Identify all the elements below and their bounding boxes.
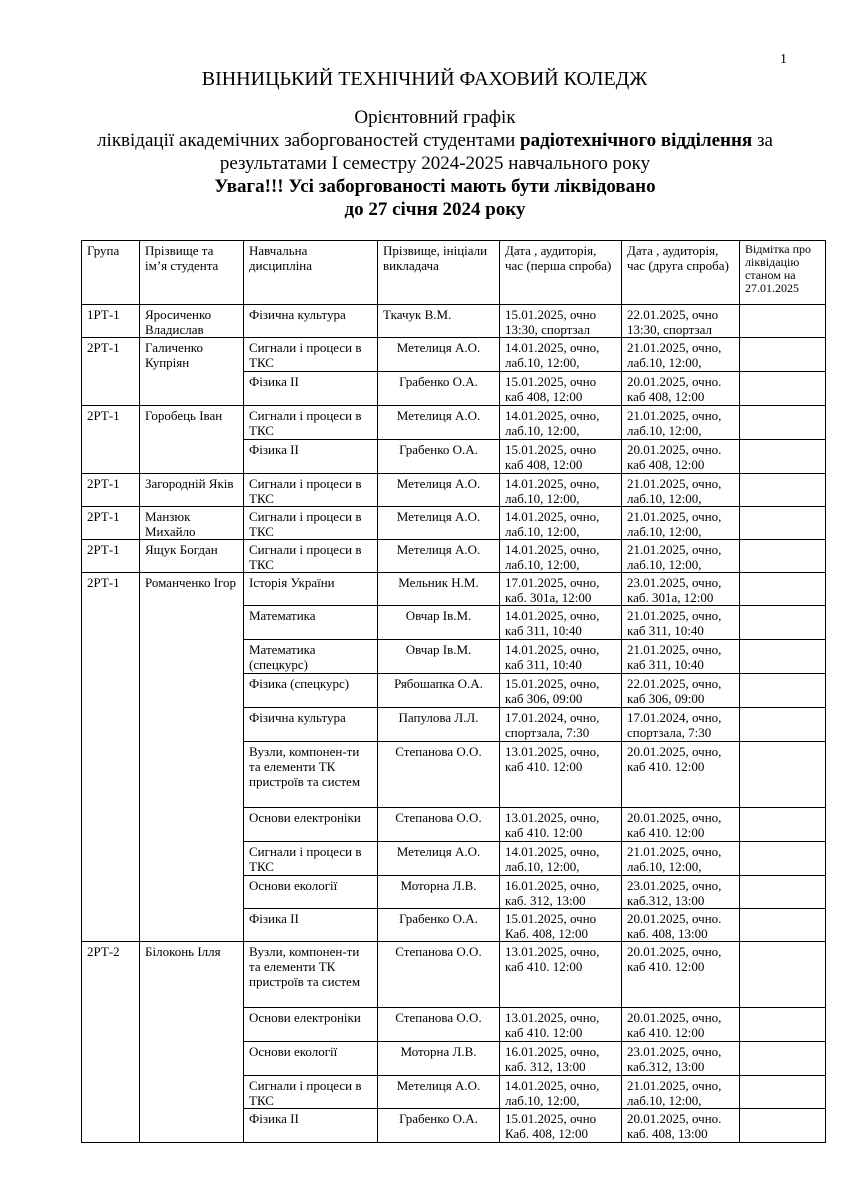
attempt2-cell: 23.01.2025, очно, каб. 301а, 12:00 bbox=[622, 573, 740, 606]
subject-cell: Вузли, компонен-ти та елементи ТК пристроїв та систем bbox=[244, 742, 378, 808]
attempt2-cell: 22.01.2025, очно, каб 306, 09:00 bbox=[622, 674, 740, 708]
subject-cell: Сигнали і процеси в ТКС bbox=[244, 338, 378, 372]
attempt1-cell: 17.01.2024, очно, спортзала, 7:30 bbox=[500, 708, 622, 742]
attempt2-cell: 23.01.2025, очно, каб.312, 13:00 bbox=[622, 1042, 740, 1076]
attempt2-cell: 21.01.2025, очно, лаб.10, 12:00, bbox=[622, 474, 740, 507]
attempt1-cell: 15.01.2025, очно 13:30, спортзал bbox=[500, 305, 622, 338]
department-name: радіотехнічного відділення bbox=[520, 130, 753, 151]
group-cell: 2РТ-1 bbox=[82, 338, 140, 406]
attempt2-cell: 20.01.2025, очно, каб 410. 12:00 bbox=[622, 1008, 740, 1042]
attempt1-cell: 13.01.2025, очно, каб 410. 12:00 bbox=[500, 808, 622, 842]
attempt2-cell: 21.01.2025, очно, лаб.10, 12:00, bbox=[622, 406, 740, 440]
student-name: Горобець Іван bbox=[140, 406, 244, 474]
group-cell: 2РТ-2 bbox=[82, 942, 140, 1143]
mark-cell bbox=[740, 742, 826, 808]
header-attempt2: Дата , аудиторія, час (друга спроба) bbox=[622, 241, 740, 305]
subject-cell: Вузли, компонен-ти та елементи ТК пристроїв та систем bbox=[244, 942, 378, 1008]
subject-cell: Фізика (спецкурс) bbox=[244, 674, 378, 708]
attempt2-cell: 20.01.2025, очно, каб 410. 12:00 bbox=[622, 942, 740, 1008]
student-name: Романченко Ігор bbox=[140, 573, 244, 942]
subject-cell: Основи екології bbox=[244, 1042, 378, 1076]
deadline-line: до 27 січня 2024 року bbox=[344, 199, 526, 220]
semester-line: результатами І семестру 2024-2025 навчального року bbox=[219, 153, 651, 174]
attempt1-cell: 14.01.2025, очно, лаб.10, 12:00, bbox=[500, 474, 622, 507]
group-cell: 2РТ-1 bbox=[82, 507, 140, 540]
attempt2-cell: 20.01.2025, очно. каб. 408, 13:00 bbox=[622, 909, 740, 942]
schedule-subtitle bbox=[40, 129, 830, 152]
warning-line: Увага!!! Усі заборгованості мають бути ліквідовано bbox=[214, 176, 656, 197]
mark-cell bbox=[740, 440, 826, 474]
subject-cell: Фізика ІІ bbox=[244, 909, 378, 942]
group-cell: 1РТ-1 bbox=[82, 305, 140, 338]
teacher-cell: Моторна Л.В. bbox=[378, 876, 500, 909]
mark-cell bbox=[740, 708, 826, 742]
group-cell: 2РТ-1 bbox=[82, 573, 140, 942]
attempt1-cell: 14.01.2025, очно, лаб.10, 12:00, bbox=[500, 406, 622, 440]
attempt2-cell: 20.01.2025, очно, каб 410. 12:00 bbox=[622, 808, 740, 842]
teacher-cell: Метелиця А.О. bbox=[378, 540, 500, 573]
attempt1-cell: 14.01.2025, очно, каб 311, 10:40 bbox=[500, 640, 622, 674]
mark-cell bbox=[740, 406, 826, 440]
attempt1-cell: 14.01.2025, очно, лаб.10, 12:00, bbox=[500, 507, 622, 540]
table-row bbox=[82, 942, 826, 1008]
subject-cell: Сигнали і процеси в ТКС bbox=[244, 474, 378, 507]
attempt2-cell: 23.01.2025, очно, каб.312, 13:00 bbox=[622, 876, 740, 909]
mark-cell bbox=[740, 842, 826, 876]
table-row bbox=[82, 573, 826, 606]
teacher-cell: Метелиця А.О. bbox=[378, 1076, 500, 1109]
teacher-cell: Грабенко О.А. bbox=[378, 372, 500, 406]
mark-cell bbox=[740, 1042, 826, 1076]
attempt1-cell: 14.01.2025, очно, каб 311, 10:40 bbox=[500, 606, 622, 640]
subject-cell: Сигнали і процеси в ТКС bbox=[244, 1076, 378, 1109]
subtitle-text-start: ліквідації академічних заборгованостей студентами bbox=[97, 130, 521, 151]
subject-cell: Історія України bbox=[244, 573, 378, 606]
subject-cell: Математика bbox=[244, 606, 378, 640]
teacher-cell: Грабенко О.А. bbox=[378, 909, 500, 942]
header-group: Група bbox=[82, 241, 140, 305]
teacher-cell: Метелиця А.О. bbox=[378, 842, 500, 876]
attempt2-cell: 20.01.2025, очно. каб 408, 12:00 bbox=[622, 440, 740, 474]
teacher-cell: Степанова О.О. bbox=[378, 742, 500, 808]
attempt2-cell: 20.01.2025, очно. каб 408, 12:00 bbox=[622, 372, 740, 406]
teacher-cell: Грабенко О.А. bbox=[378, 440, 500, 474]
attempt1-cell: 13.01.2025, очно, каб 410. 12:00 bbox=[500, 742, 622, 808]
table-header-row bbox=[82, 241, 826, 305]
mark-cell bbox=[740, 338, 826, 372]
mark-cell bbox=[740, 305, 826, 338]
mark-cell bbox=[740, 474, 826, 507]
teacher-cell: Овчар Ів.М. bbox=[378, 640, 500, 674]
header-teacher: Прізвище, ініціали викладача bbox=[378, 241, 500, 305]
student-name: Ящук Богдан bbox=[140, 540, 244, 573]
student-name: Манзюк Михайло bbox=[140, 507, 244, 540]
group-cell: 2РТ-1 bbox=[82, 474, 140, 507]
mark-cell bbox=[740, 808, 826, 842]
table-row bbox=[82, 406, 826, 440]
attempt2-cell: 21.01.2025, очно, каб 311, 10:40 bbox=[622, 640, 740, 674]
teacher-cell: Овчар Ів.М. bbox=[378, 606, 500, 640]
header-mark: Відмітка про ліквідацію станом на 27.01.2025 bbox=[740, 241, 826, 305]
header-subject: Навчальна дисципліна bbox=[244, 241, 378, 305]
subject-cell: Сигнали і процеси в ТКС bbox=[244, 507, 378, 540]
header-student: Прізвище та ім’я студента bbox=[140, 241, 244, 305]
attempt1-cell: 13.01.2025, очно, каб 410. 12:00 bbox=[500, 942, 622, 1008]
attempt1-cell: 16.01.2025, очно, каб. 312, 13:00 bbox=[500, 876, 622, 909]
attempt1-cell: 15.01.2025, очно Каб. 408, 12:00 bbox=[500, 909, 622, 942]
teacher-cell: Степанова О.О. bbox=[378, 942, 500, 1008]
attempt1-cell: 14.01.2025, очно, лаб.10, 12:00, bbox=[500, 842, 622, 876]
teacher-cell: Моторна Л.В. bbox=[378, 1042, 500, 1076]
mark-cell bbox=[740, 540, 826, 573]
attempt2-cell: 21.01.2025, очно, лаб.10, 12:00, bbox=[622, 338, 740, 372]
table-row bbox=[82, 474, 826, 507]
attempt1-cell: 16.01.2025, очно, каб. 312, 13:00 bbox=[500, 1042, 622, 1076]
subject-cell: Основи екології bbox=[244, 876, 378, 909]
subject-cell: Сигнали і процеси в ТКС bbox=[244, 842, 378, 876]
mark-cell bbox=[740, 640, 826, 674]
subtitle-text-end: за bbox=[752, 130, 773, 151]
attempt1-cell: 15.01.2025, очно, каб 306, 09:00 bbox=[500, 674, 622, 708]
mark-cell bbox=[740, 606, 826, 640]
subject-cell: Основи електроніки bbox=[244, 1008, 378, 1042]
table-row bbox=[82, 338, 826, 372]
subject-cell: Математика (спецкурс) bbox=[244, 640, 378, 674]
attempt2-cell: 21.01.2025, очно, лаб.10, 12:00, bbox=[622, 1076, 740, 1109]
attempt2-cell: 21.01.2025, очно, лаб.10, 12:00, bbox=[622, 540, 740, 573]
teacher-cell: Метелиця А.О. bbox=[378, 338, 500, 372]
student-name: Загородній Яків bbox=[140, 474, 244, 507]
attempt2-cell: 22.01.2025, очно 13:30, спортзал bbox=[622, 305, 740, 338]
attempt1-cell: 17.01.2025, очно, каб. 301а, 12:00 bbox=[500, 573, 622, 606]
table-row bbox=[82, 305, 826, 338]
attempt2-cell: 21.01.2025, очно, каб 311, 10:40 bbox=[622, 606, 740, 640]
attempt2-cell: 21.01.2025, очно, лаб.10, 12:00, bbox=[622, 842, 740, 876]
mark-cell bbox=[740, 1008, 826, 1042]
attempt1-cell: 15.01.2025, очно каб 408, 12:00 bbox=[500, 372, 622, 406]
student-name: Галиченко Купріян bbox=[140, 338, 244, 406]
mark-cell bbox=[740, 909, 826, 942]
attempt2-cell: 20.01.2025, очно. каб. 408, 13:00 bbox=[622, 1109, 740, 1143]
teacher-cell: Метелиця А.О. bbox=[378, 507, 500, 540]
attempt1-cell: 15.01.2025, очно Каб. 408, 12:00 bbox=[500, 1109, 622, 1143]
subject-cell: Сигнали і процеси в ТКС bbox=[244, 540, 378, 573]
subject-cell: Фізика ІІ bbox=[244, 1109, 378, 1143]
mark-cell bbox=[740, 507, 826, 540]
mark-cell bbox=[740, 1076, 826, 1109]
subject-cell: Сигнали і процеси в ТКС bbox=[244, 406, 378, 440]
teacher-cell: Ткачук В.М. bbox=[378, 305, 500, 338]
subject-cell: Фізична культура bbox=[244, 305, 378, 338]
attempt1-cell: 14.01.2025, очно, лаб.10, 12:00, bbox=[500, 540, 622, 573]
mark-cell bbox=[740, 1109, 826, 1143]
mark-cell bbox=[740, 674, 826, 708]
mark-cell bbox=[740, 942, 826, 1008]
mark-cell bbox=[740, 573, 826, 606]
teacher-cell: Рябошапка О.А. bbox=[378, 674, 500, 708]
page-number: 1 bbox=[780, 52, 787, 67]
subject-cell: Основи електроніки bbox=[244, 808, 378, 842]
teacher-cell: Степанова О.О. bbox=[378, 808, 500, 842]
subject-cell: Фізика ІІ bbox=[244, 372, 378, 406]
college-title: ВІННИЦЬКИЙ ТЕХНІЧНИЙ ФАХОВИЙ КОЛЕДЖ bbox=[201, 68, 648, 90]
mark-cell bbox=[740, 372, 826, 406]
attempt1-cell: 13.01.2025, очно, каб 410. 12:00 bbox=[500, 1008, 622, 1042]
header-attempt1: Дата , аудиторія, час (перша спроба) bbox=[500, 241, 622, 305]
teacher-cell: Мельник Н.М. bbox=[378, 573, 500, 606]
teacher-cell: Метелиця А.О. bbox=[378, 474, 500, 507]
teacher-cell: Грабенко О.А. bbox=[378, 1109, 500, 1143]
attempt2-cell: 21.01.2025, очно, лаб.10, 12:00, bbox=[622, 507, 740, 540]
table-row bbox=[82, 540, 826, 573]
group-cell: 2РТ-1 bbox=[82, 406, 140, 474]
subject-cell: Фізика ІІ bbox=[244, 440, 378, 474]
group-cell: 2РТ-1 bbox=[82, 540, 140, 573]
attempt1-cell: 15.01.2025, очно каб 408, 12:00 bbox=[500, 440, 622, 474]
schedule-title: Орієнтовний графік bbox=[354, 107, 516, 128]
debts-schedule-table bbox=[81, 240, 826, 1143]
student-name: Білоконь Ілля bbox=[140, 942, 244, 1143]
table-row bbox=[82, 507, 826, 540]
teacher-cell: Папулова Л.Л. bbox=[378, 708, 500, 742]
teacher-cell: Степанова О.О. bbox=[378, 1008, 500, 1042]
attempt1-cell: 14.01.2025, очно, лаб.10, 12:00, bbox=[500, 338, 622, 372]
attempt2-cell: 17.01.2024, очно, спортзала, 7:30 bbox=[622, 708, 740, 742]
attempt2-cell: 20.01.2025, очно, каб 410. 12:00 bbox=[622, 742, 740, 808]
mark-cell bbox=[740, 876, 826, 909]
attempt1-cell: 14.01.2025, очно, лаб.10, 12:00, bbox=[500, 1076, 622, 1109]
subject-cell: Фізична культура bbox=[244, 708, 378, 742]
student-name: Яросиченко Владислав bbox=[140, 305, 244, 338]
teacher-cell: Метелиця А.О. bbox=[378, 406, 500, 440]
